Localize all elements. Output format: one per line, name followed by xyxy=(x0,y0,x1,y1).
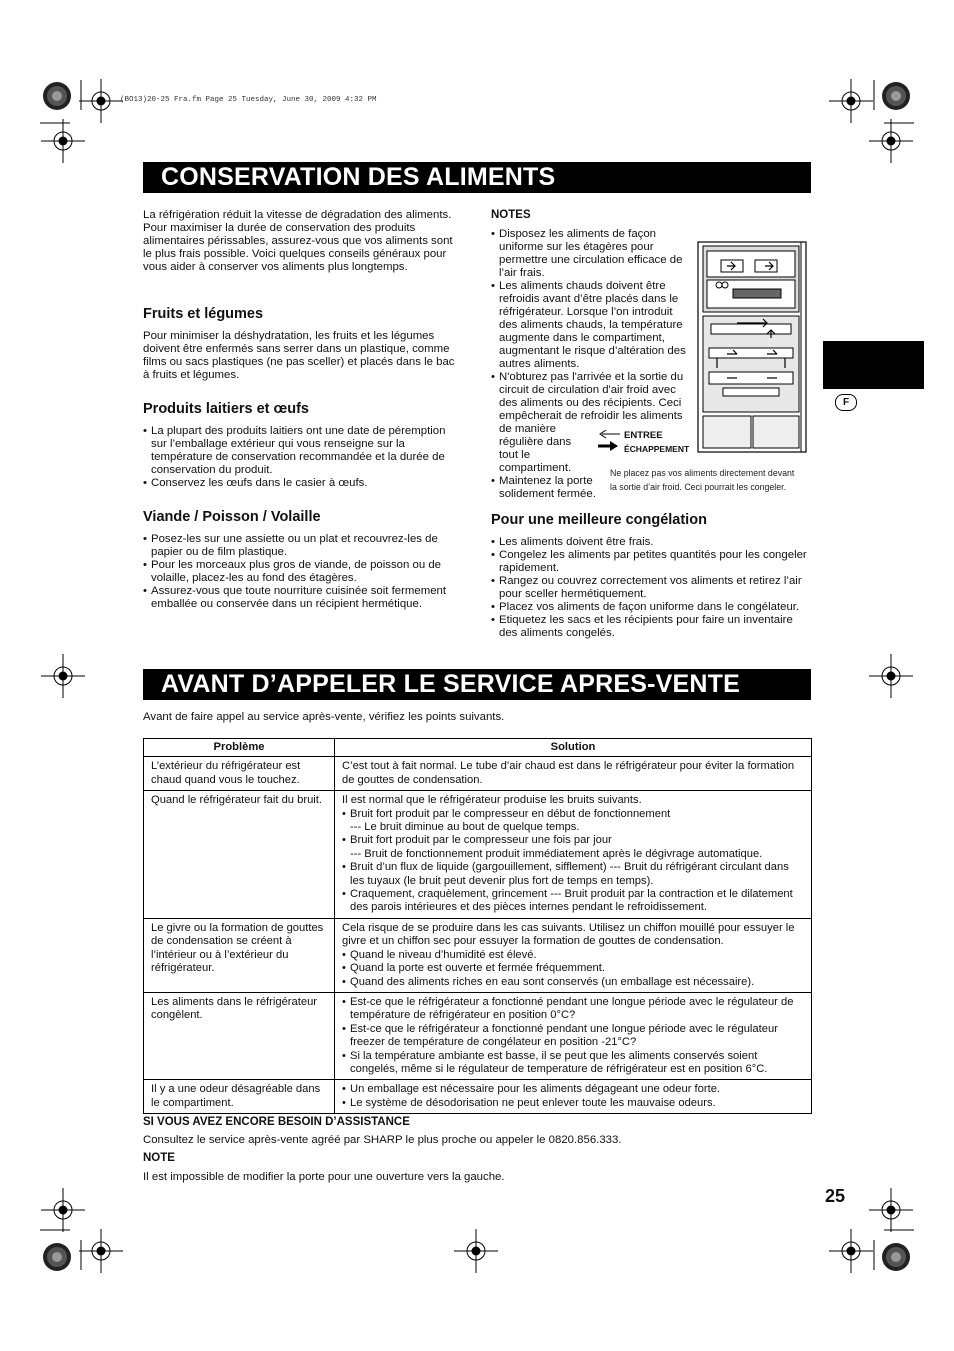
list-item: • Quand des aliments riches en eau sont conservés (un emballage est nécessaire). xyxy=(342,976,804,989)
column-header-solution: Solution xyxy=(335,739,812,757)
solution-cell xyxy=(335,992,812,1079)
list-item: • Les aliments chauds doivent être refroidis avant d’être placés dans le réfrigérateur. Lorsque l’on introduit des aliments chauds, la température augmente dans le compartiment, augmentant le risque d’altération des autres aliments. xyxy=(491,280,691,371)
laitiers-list xyxy=(143,425,461,490)
registration-dial-icon xyxy=(882,1243,910,1271)
heading-laitiers: Produits laitiers et œufs xyxy=(143,401,309,417)
language-side-tab xyxy=(823,341,924,389)
registration-cross-icon xyxy=(869,1188,913,1232)
registration-cross-icon xyxy=(79,1229,123,1273)
problem-cell: Les aliments dans le réfrigérateur congèlent. xyxy=(144,992,335,1079)
heading-viande: Viande / Poisson / Volaille xyxy=(143,509,321,525)
section-title-conservation: CONSERVATION DES ALIMENTS xyxy=(143,162,811,193)
registration-cross-icon xyxy=(41,119,85,163)
problem-cell: Quand le réfrigérateur fait du bruit. xyxy=(144,791,335,919)
list-item: • Assurez-vous que toute nourriture cuisinée soit fermement emballée ou conservée dans un récipient hermétique. xyxy=(143,585,461,611)
list-item: • Les aliments doivent être frais. xyxy=(491,536,811,549)
congelation-list xyxy=(491,536,811,640)
table-header-row xyxy=(144,739,812,757)
column-header-problem: Problème xyxy=(144,739,335,757)
list-item: • Congelez les aliments par petites quantités pour les congeler rapidement. xyxy=(491,549,811,575)
airflow-legend-arrows xyxy=(596,429,622,453)
list-item: • Si la température ambiante est basse, il se peut que les aliments conservés soient congelés, même si le régulateur de temperature de réfrigérateur est en position 6°C. xyxy=(342,1050,804,1077)
solution-cell xyxy=(335,1080,812,1114)
list-item: • Quand la porte est ouverte et fermée fréquemment. xyxy=(342,962,804,975)
list-item: • Le système de désodorisation ne peut enlever toute les mauvaise odeurs. xyxy=(342,1097,804,1110)
registration-cross-icon xyxy=(829,79,873,123)
problem-cell: Il y a une odeur désagréable dans le compartiment. xyxy=(144,1080,335,1114)
registration-cross-icon xyxy=(869,654,913,698)
registration-dial-icon xyxy=(43,82,71,110)
table-row xyxy=(144,1080,812,1114)
list-item: • Quand le niveau d’humidité est élevé. xyxy=(342,949,804,962)
list-item: • Pour les morceaux plus gros de viande, de poisson ou de volaille, placez-les au fond des étagères. xyxy=(143,559,461,585)
registration-cross-icon xyxy=(869,119,913,163)
page-number: 25 xyxy=(825,1186,846,1206)
fruits-paragraph: Pour minimiser la déshydratation, les fruits et les légumes doivent être enfermés sans serrer dans un plastique, comme films ou sacs plastiques (ne pas sceller) et placés dans le bac à fruits et légumes. xyxy=(143,330,455,381)
problem-cell: Le givre ou la formation de gouttes de condensation se créent à l’intérieur ou à l’extérieur du réfrigérateur. xyxy=(144,918,335,992)
list-item: • La plupart des produits laitiers ont une date de péremption sur l’emballage extérieur qui vous renseigne sur la température de conservation recommandée et la durée de conservation du produit. xyxy=(143,425,461,477)
note-heading: NOTE xyxy=(143,1152,175,1164)
solution-cell: Il est normal que le réfrigérateur produise les bruits suivants. • Bruit fort produit par le compresseur en début de fonctionnement --- Le bruit diminue au bout de quelque temps. • Bruit fort produit par le compresseur une fois par jour --- Bruit de fonctionnement produit immédiatement après le dégivrage automatique. • Bruit d’un flux de liquide (gargouillement, sifflement) --- Bruit du réfrigérant circulant dans les tuyaux (le bruit peut devenir plus fort de temps en temps). • Craquement, craquèlement, grincement --- Bruit produit par la contraction et le dilatement des parois intérieures et des pièces internes pendant le refroidissement. xyxy=(335,791,812,919)
notes-heading: NOTES xyxy=(491,209,531,221)
service-intro: Avant de faire appel au service après-vente, vérifiez les points suivants. xyxy=(143,711,505,723)
list-item: • Maintenez la porte solidement fermée. xyxy=(491,475,691,501)
fridge-airflow-diagram xyxy=(697,238,810,456)
diagram-caption: Ne placez pas vos aliments directement devant la sortie d’air froid. Ceci pourrait les congeler. xyxy=(610,468,795,492)
list-item: • Craquement, craquèlement, grincement --- Bruit produit par la contraction et le dilatement des parois intérieures et des pièces internes pendant le refroidissement. xyxy=(342,888,804,915)
registration-cross-icon xyxy=(829,1229,873,1273)
solution-cell: C’est tout à fait normal. Le tube d’air chaud est dans le réfrigérateur pour éviter la formation de gouttes de condensation. xyxy=(335,757,812,791)
assistance-text: Consultez le service après-vente agréé par SHARP le plus proche ou appeler le 0820.856.333. xyxy=(143,1134,622,1146)
list-item: • Bruit d’un flux de liquide (gargouillement, sifflement) --- Bruit du réfrigérant circulant dans les tuyaux (le bruit peut devenir plus fort de temps en temps). xyxy=(342,861,804,888)
list-item: • Bruit fort produit par le compresseur en début de fonctionnement --- Le bruit diminue au bout de quelque temps. xyxy=(342,808,804,835)
list-item: • N'obturez pas l'arrivée et la sortie du circuit de circulation d'air froid avec des aliments ou des récipients. Ceci empêcherait de refroidir les aliments de manière régulière dans tout le compartiment. xyxy=(491,371,691,475)
list-item: • Rangez ou couvrez correctement vos aliments et retirez l’air pour sceller hermétiquement. xyxy=(491,575,811,601)
viande-list xyxy=(143,533,461,611)
file-header-line: (BO13)20-25 Fra.fm Page 25 Tuesday, June 30, 2009 4:32 PM xyxy=(120,96,377,104)
assistance-heading: SI VOUS AVEZ ENCORE BESOIN D’ASSISTANCE xyxy=(143,1116,410,1128)
solution-cell: Cela risque de se produire dans les cas suivants. Utilisez un chiffon mouillé pour essuyer le givre et un chiffon sec pour essuyer la formation de gouttes de condensation. • Quand le niveau d’humidité est élevé. • Quand la porte est ouverte et fermée fréquemment. • Quand des aliments riches en eau sont conservés (un emballage est nécessaire). xyxy=(335,918,812,992)
registration-cross-icon xyxy=(454,1229,498,1273)
registration-cross-icon xyxy=(41,654,85,698)
registration-cross-icon xyxy=(79,79,123,123)
note-text: Il est impossible de modifier la porte pour une ouverture vers la gauche. xyxy=(143,1171,505,1183)
table-row xyxy=(144,757,812,791)
section-title-service: AVANT D’APPELER LE SERVICE APRES-VENTE xyxy=(143,669,811,700)
table-row xyxy=(144,992,812,1079)
registration-dial-icon xyxy=(43,1243,71,1271)
heading-congelation: Pour une meilleure congélation xyxy=(491,512,707,528)
list-item: • Placez vos aliments de façon uniforme dans le congélateur. xyxy=(491,601,811,614)
list-item: • Bruit fort produit par le compresseur une fois par jour --- Bruit de fonctionnement produit immédiatement après le dégivrage automatique. xyxy=(342,834,804,861)
list-item: • Disposez les aliments de façon uniforme sur les étagères pour permettre une circulation efficace de l’air frais. xyxy=(491,228,691,280)
list-item: • Est-ce que le réfrigérateur a fonctionné pendant une longue période avec le régulateur de température de réfrigérateur en position 0°C? xyxy=(342,996,804,1023)
table-row xyxy=(144,918,812,992)
registration-dial-icon xyxy=(882,82,910,110)
list-item: • Est-ce que le réfrigérateur a fonctionné pendant une longue période avec le régulateur freezer de température de congélateur en position -21°C? xyxy=(342,1023,804,1050)
heading-fruits: Fruits et légumes xyxy=(143,306,264,322)
troubleshooting-table xyxy=(143,738,812,1114)
notes-list xyxy=(491,228,691,501)
legend-entree: ENTREE xyxy=(624,430,663,441)
problem-cell: L’extérieur du réfrigérateur est chaud quand vous le touchez. xyxy=(144,757,335,791)
language-badge: F xyxy=(835,394,857,411)
registration-cross-icon xyxy=(41,1188,85,1232)
list-item: • Conservez les œufs dans le casier à œufs. xyxy=(143,477,461,490)
list-item: • Etiquetez les sacs et les récipients pour faire un inventaire des aliments congelés. xyxy=(491,614,811,640)
list-item: • Un emballage est nécessaire pour les aliments dégageant une odeur forte. xyxy=(342,1083,804,1096)
intro-paragraph: La réfrigération réduit la vitesse de dégradation des aliments. Pour maximiser la durée de conservation des produits alimentaires périssables, assurez-vous que vos aliments sont le plus frais possible. Voici quelques conseils généraux pour vous aider à conserver vos aliments plus longtemps. xyxy=(143,209,453,273)
legend-echappement: ÉCHAPPEMENT xyxy=(624,444,690,454)
table-row xyxy=(144,791,812,919)
list-item: • Posez-les sur une assiette ou un plat et recouvrez-les de papier ou de film plastique. xyxy=(143,533,461,559)
